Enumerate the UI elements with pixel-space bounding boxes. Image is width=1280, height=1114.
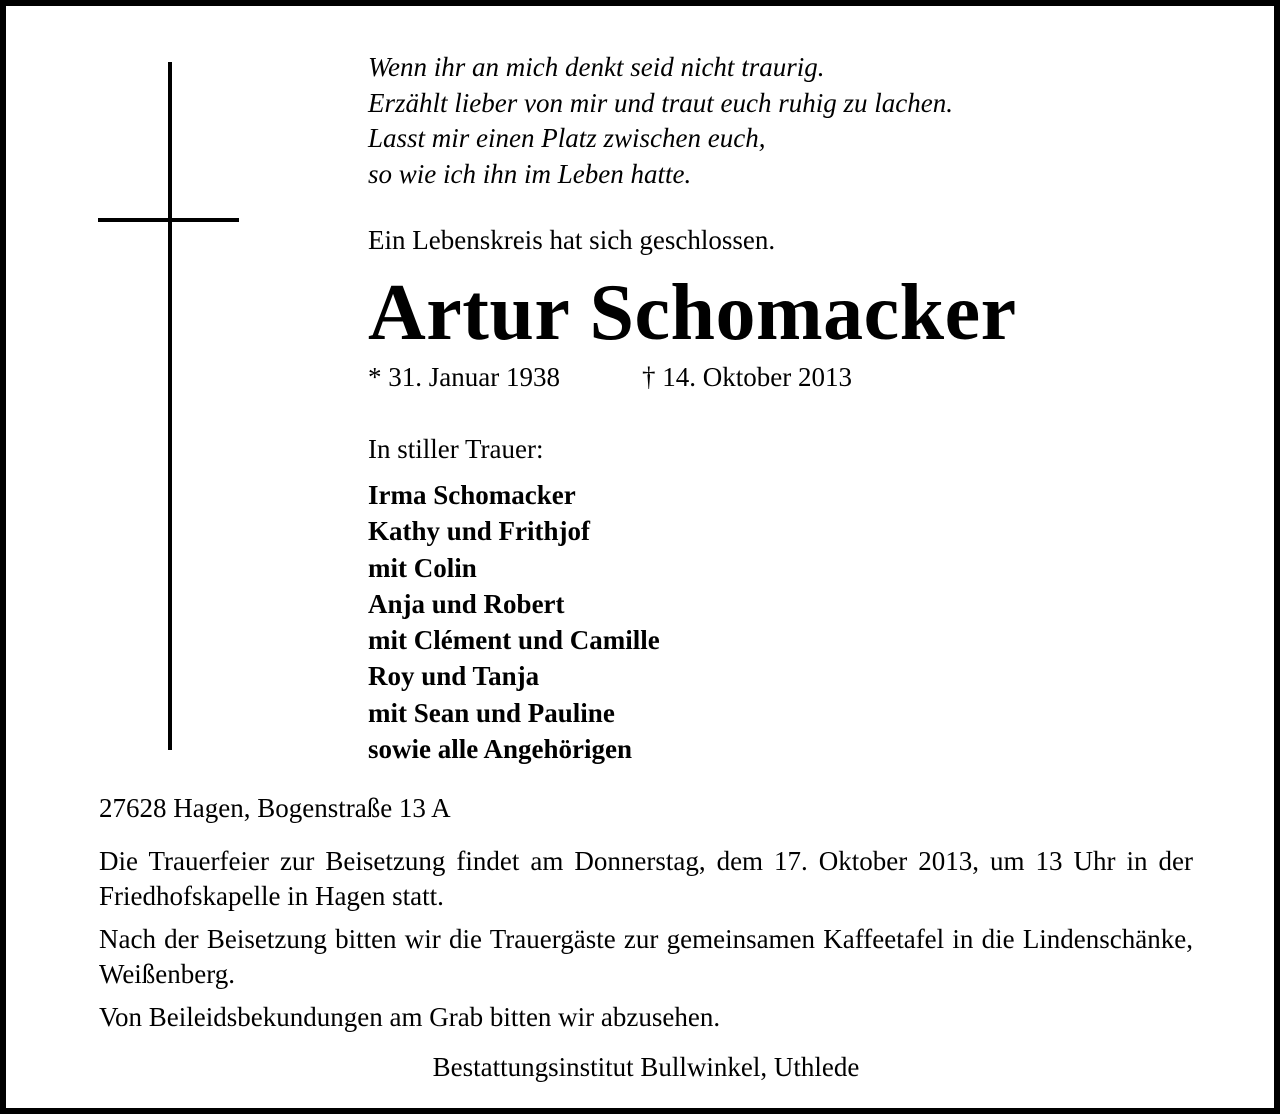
deceased-name: Artur Schomacker	[368, 269, 1017, 357]
cross-horizontal-bar	[98, 218, 239, 222]
mourner-line: Kathy und Frithjof	[368, 516, 591, 547]
funeral-home: Bestattungsinstitut Bullwinkel, Uthlede	[432, 1052, 860, 1082]
reception-paragraph: Nach der Beisetzung bitten wir die Trauergäste zur gemeinsamen Kaffeetafel in die Lindenschänke, Weißenberg.	[99, 924, 1193, 989]
funeral-service-paragraph: Die Trauerfeier zur Beisetzung findet am Donnerstag, dem 17. Oktober 2013, um 13 Uhr in der Friedhofskapelle in Hagen statt.	[99, 846, 1193, 911]
cross-vertical-bar	[168, 62, 172, 750]
death-date: † 14. Oktober 2013	[642, 362, 852, 392]
mourners-list	[368, 477, 660, 767]
mourning-label: In stiller Trauer:	[368, 434, 544, 464]
poem-line: Lasst mir einen Platz zwischen euch,	[368, 123, 766, 153]
intro-line: Ein Lebenskreis hat sich geschlossen.	[368, 225, 776, 255]
birth-date: * 31. Januar 1938	[368, 362, 560, 392]
poem-line: Erzählt lieber von mir und traut euch ruhig zu lachen.	[368, 87, 953, 118]
poem	[368, 50, 953, 192]
mourner-line: Irma Schomacker	[368, 480, 576, 510]
mourner-line: Anja und Robert	[368, 588, 565, 619]
poem-line: so wie ich ihn im Leben hatte.	[368, 158, 692, 189]
mourner-line: Roy und Tanja	[368, 661, 540, 692]
mourner-line: sowie alle Angehörigen	[368, 734, 632, 765]
mourner-line: mit Colin	[368, 552, 477, 583]
mourner-line: mit Sean und Pauline	[368, 697, 615, 728]
address: 27628 Hagen, Bogenstraße 13 A	[99, 793, 451, 823]
condolence-paragraph: Von Beileidsbekundungen am Grab bitten wir abzusehen.	[99, 1002, 721, 1032]
poem-line: Wenn ihr an mich denkt seid nicht traurig.	[368, 52, 825, 82]
mourner-line: mit Clément und Camille	[368, 625, 660, 656]
